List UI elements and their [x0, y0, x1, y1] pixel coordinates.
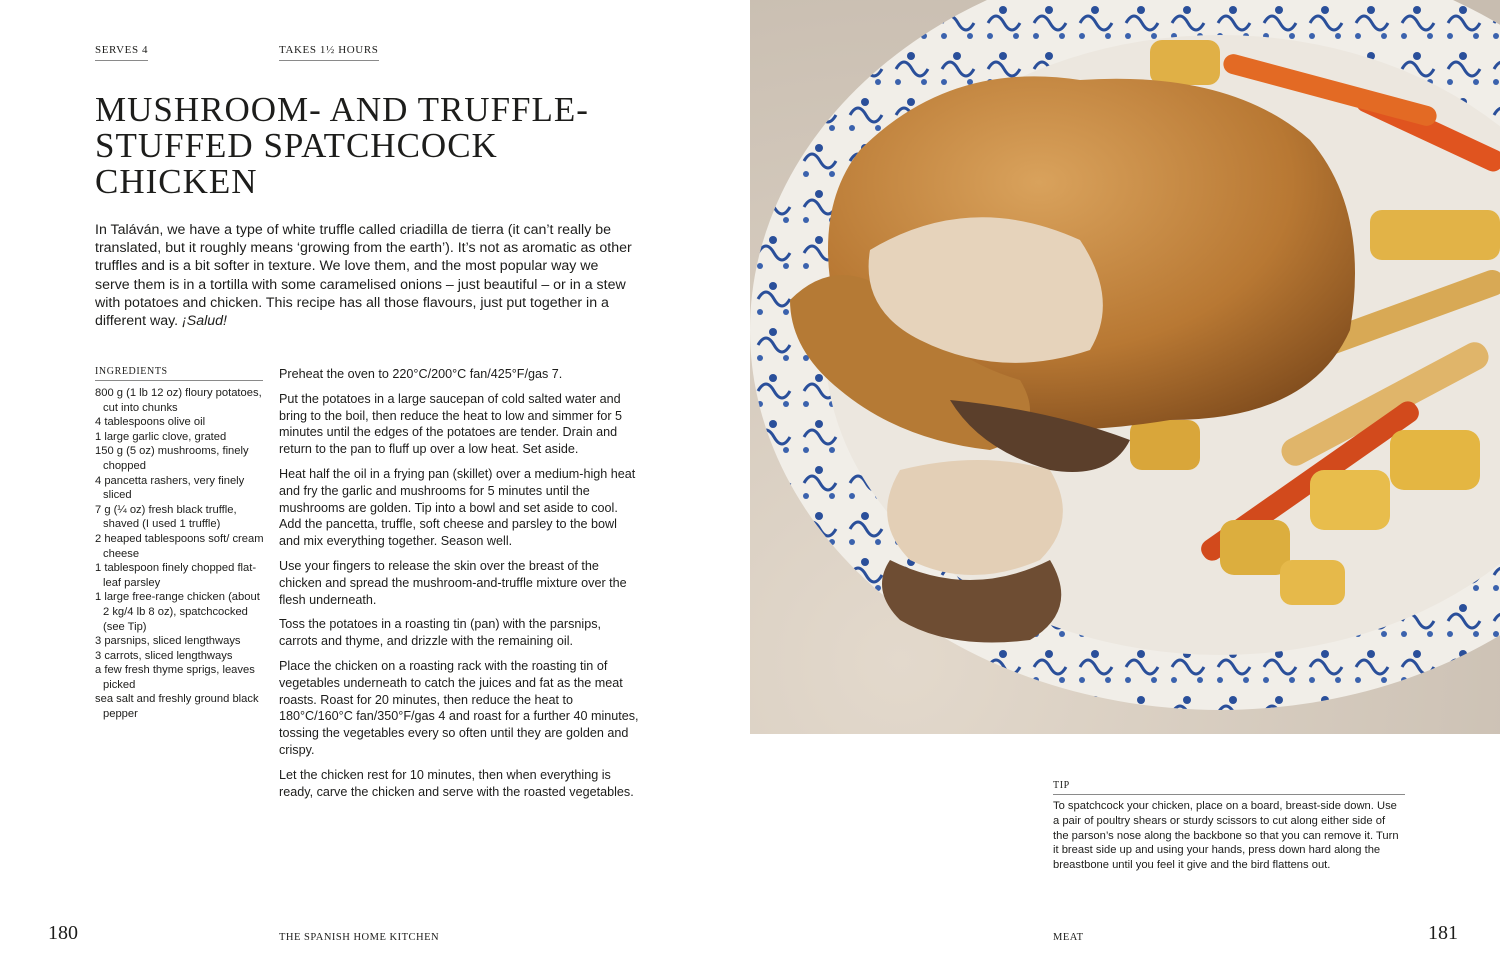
ingredients-list	[95, 386, 265, 722]
ingredient-item: 1 large free-range chicken (about 2 kg/4 lb 8 oz), spatchcocked (see Tip)	[95, 591, 260, 633]
recipe-intro	[95, 221, 635, 330]
chicken-dish-photo	[750, 0, 1500, 734]
method-step: Heat half the oil in a frying pan (skillet) over a medium-high heat and fry the garlic and mushrooms for 5 minutes until the mushrooms are golden. Tip into a bowl and set aside to cool. Add the pancetta, truffle, soft cheese and parsley to the bowl and mix everything together. Season well.	[279, 466, 636, 549]
ingredient-item: 1 large garlic clove, grated	[95, 430, 227, 443]
ingredient-item: 3 carrots, sliced lengthways	[95, 649, 233, 662]
ingredient-item: 2 heaped tablespoons soft/ cream cheese	[95, 532, 264, 560]
method-step: Place the chicken on a roasting rack with the roasting tin of vegetables underneath to catch the juices and fat as the meat roasts. Roast for 20 minutes, then reduce the heat to 180°C/160°C fan/350°F/gas 4 and roast for a further 40 minutes, tossing the vegetables every so often until they are golden and crispy.	[279, 658, 639, 757]
cooking-time-label: TAKES 1½ HOURS	[279, 44, 379, 61]
page-number-left: 180	[48, 922, 78, 944]
page-number-right: 181	[1428, 922, 1458, 944]
method-step: Preheat the oven to 220°C/200°C fan/425°F/gas 7.	[279, 367, 563, 381]
ingredient-item: 3 parsnips, sliced lengthways	[95, 635, 241, 648]
photo-illustration	[750, 0, 1500, 734]
recipe-title: MUSHROOM- AND TRUFFLE-STUFFED SPATCHCOCK CHICKEN	[95, 90, 589, 201]
ingredient-item: 150 g (5 oz) mushrooms, finely chopped	[95, 445, 249, 472]
ingredient-item: 7 g (¼ oz) fresh black truffle, shaved (I used 1 truffle)	[95, 503, 237, 531]
method-step: Put the potatoes in a large saucepan of cold salted water and bring to the boil, then reduce the heat to low and simmer for 5 minutes until the edges of the potatoes are tender. Drain and return to the pan to fluff up over a low heat. Set aside.	[279, 391, 623, 457]
running-head-chapter: MEAT	[1053, 932, 1084, 943]
ingredients-heading: INGREDIENTS	[95, 366, 263, 381]
method-step: Use your fingers to release the skin over the breast of the chicken and spread the mushroom-and-truffle mixture over the flesh underneath.	[279, 558, 627, 607]
method-step: Toss the potatoes in a roasting tin (pan) with the parsnips, carrots and thyme, and drizzle with the remaining oil.	[279, 617, 602, 649]
tip-text: To spatchcock your chicken, place on a board, breast-side down. Use a pair of poultry shears or sturdy scissors to cut along either side of the parson’s nose along the backbone so that you can remove it. Turn it breast side up and using your hands, press down hard along the breastbone until you feel it give and the bird flattens out.	[1053, 800, 1399, 872]
ingredient-item: sea salt and freshly ground black pepper	[95, 693, 259, 721]
tip-heading: TIP	[1053, 780, 1405, 795]
serves-label: SERVES 4	[95, 44, 148, 61]
method-step: Let the chicken rest for 10 minutes, then when everything is ready, carve the chicken and serve with the roasted vegetables.	[279, 767, 634, 799]
ingredient-item: a few fresh thyme sprigs, leaves picked	[95, 664, 255, 691]
method-steps	[279, 366, 639, 808]
ingredient-item: 4 pancetta rashers, very finely sliced	[95, 474, 245, 502]
ingredient-item: 1 tablespoon finely chopped flat-leaf parsley	[95, 562, 257, 589]
right-page	[750, 0, 1500, 979]
intro-exclamation: ¡Salud!	[182, 313, 227, 330]
ingredient-item: 800 g (1 lb 12 oz) floury potatoes, cut into chunks	[95, 387, 262, 414]
running-head-book-title: THE SPANISH HOME KITCHEN	[279, 932, 440, 943]
intro-text: In Taláván, we have a type of white truffle called criadilla de tierra (it can’t really be translated, but it roughly means ‘growing from the earth’). It’s not as aromatic as other truffles and is a bit softer in texture. We love them, and the most popular way we serve them is in a tortilla with some caramelised onions – just beautiful – or in a stew with potatoes and chicken. This recipe has all those flavours, just put together in a different way.	[95, 222, 632, 330]
ingredient-item: 4 tablespoons olive oil	[95, 416, 206, 429]
